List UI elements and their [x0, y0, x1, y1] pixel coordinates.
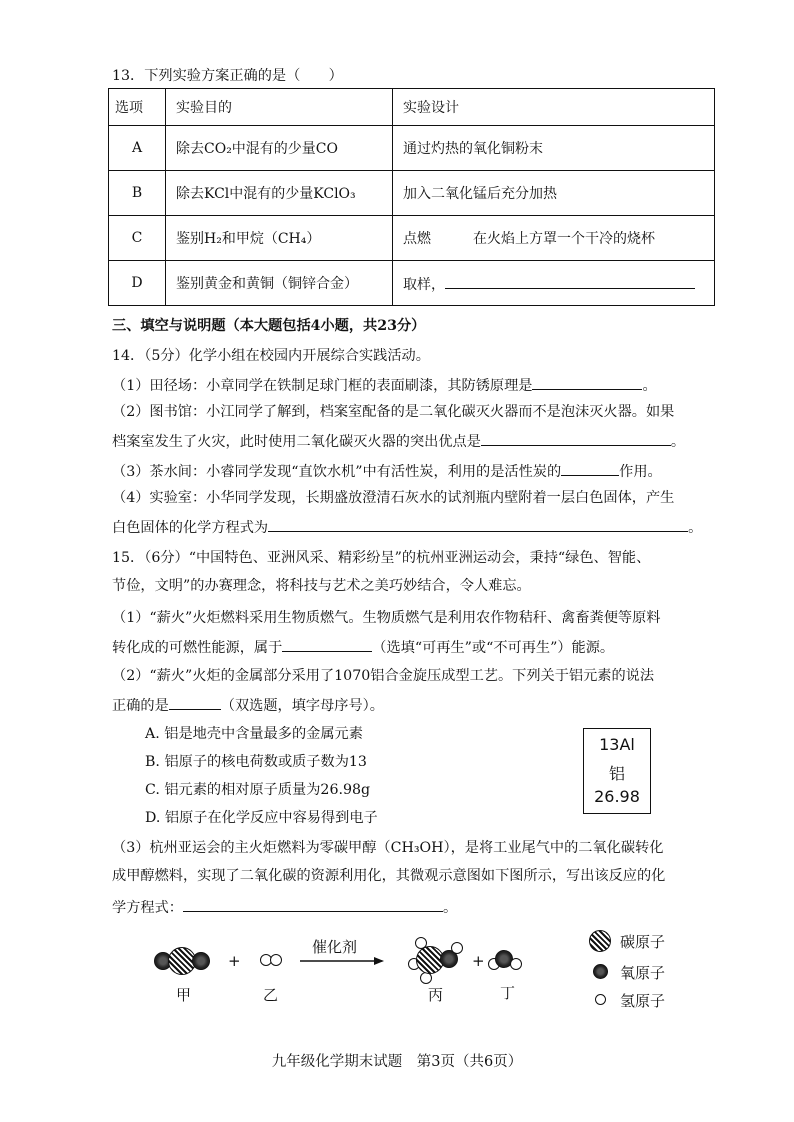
- row-option: A: [109, 126, 166, 171]
- q15-stem-1: 15．（6分）“中国特色、亚洲风采、精彩纷呈”的杭州亚洲运动会，秉持“绿色、智能、: [112, 550, 651, 566]
- element-symbol: Al: [619, 735, 635, 754]
- q14-part3: [112, 460, 662, 482]
- q14-part2b-text: 档案室发生了火灾，此时使用二氧化碳灭火器的突出优点是: [112, 434, 481, 450]
- table-row: [109, 216, 715, 261]
- q15-part1b-text: 转化成的可燃性能源，属于: [112, 640, 283, 656]
- q14-stem: 14．（5分）化学小组在校园内开展综合实践活动。: [112, 348, 430, 364]
- oxygen-atom-legend-icon: [593, 964, 608, 979]
- period: 。: [442, 900, 458, 916]
- q14-part1-text: （1）田径场：小章同学在铁制足球门框的表面刷漆，其防锈原理是: [112, 378, 533, 394]
- row-goal: 除去KCl中混有的少量KClO₃: [166, 171, 393, 216]
- section-heading: 三、填空与说明题（本大题包括4小题，共23分）: [112, 318, 426, 334]
- q14-part3-end: 作用。: [619, 464, 662, 480]
- period: 。: [670, 434, 686, 450]
- row-design: 通过灼热的氧化铜粉末: [393, 126, 715, 171]
- row-option: C: [109, 216, 166, 261]
- q13-stem: 13．下列实验方案正确的是（ ）: [112, 68, 343, 84]
- row-design-cell: [393, 261, 715, 306]
- option-a: A. 铝是地壳中含量最多的金属元素: [145, 726, 363, 742]
- hydrogen-atom: [451, 942, 463, 954]
- plus-sign: +: [472, 952, 485, 970]
- q15-part2b: [112, 694, 384, 716]
- catalyst-label: 催化剂: [312, 938, 358, 956]
- table-row: [109, 261, 715, 306]
- q15-part2c-text: （双选题，填字母序号）。: [220, 698, 384, 714]
- answer-blank[interactable]: [481, 430, 671, 446]
- oxygen-atom: [192, 952, 210, 970]
- answer-blank[interactable]: [169, 694, 221, 710]
- period: 。: [642, 378, 657, 394]
- q14-part3-text: （3）茶水间：小睿同学发现“直饮水机”中有活性炭，利用的是活性炭的: [112, 464, 562, 480]
- plus-sign: +: [228, 952, 241, 970]
- row-option: D: [109, 261, 166, 306]
- row-goal: 除去CO₂中混有的少量CO: [166, 126, 393, 171]
- hydrogen-atom: [510, 958, 522, 970]
- q15-part3b: 成甲醇燃料，实现了二氧化碳的资源利用化，其微观示意图如下图所示，写出该反应的化: [112, 868, 666, 884]
- q15-part3c-text: 学方程式：: [112, 900, 183, 916]
- q15-part1a: （1）“薪火”火炬燃料采用生物质燃气。生物质燃气是利用农作物秸秆、禽畜粪便等原料: [112, 610, 661, 626]
- row-design: 点燃 在火焰上方罩一个干冷的烧杯: [393, 216, 715, 261]
- table-row: [109, 171, 715, 216]
- element-number-symbol: [584, 735, 650, 754]
- q14-part2a: （2）图书馆：小江同学了解到，档案室配备的是二氧化碳灭火器而不是泡沫灭火器。如果: [112, 404, 675, 420]
- reaction-arrow-icon: [300, 956, 384, 966]
- q14-part4a: （4）实验室：小华同学发现，长期盛放澄清石灰水的试剂瓶内壁附着一层白色固体，产生: [112, 490, 675, 506]
- legend-oxygen: 氧原子: [620, 964, 666, 982]
- header-goal: 实验目的: [166, 89, 393, 126]
- element-name: 铝: [608, 764, 625, 783]
- page-footer: 九年级化学期末试题 第3页（共6页）: [271, 1054, 523, 1070]
- row-design: 加入二氧化锰后充分加热: [393, 171, 715, 216]
- option-d: D. 铝原子在化学反应中容易得到电子: [145, 810, 378, 826]
- label-yi: 乙: [263, 986, 279, 1004]
- answer-blank[interactable]: [282, 636, 372, 652]
- atomic-mass: 26.98: [594, 787, 640, 806]
- q15-part2a: （2）“薪火”火炬的金属部分采用了1070铝合金旋压成型工艺。下列关于铝元素的说法: [112, 668, 655, 684]
- answer-blank[interactable]: [445, 273, 695, 289]
- header-option: 选项: [109, 89, 166, 126]
- row-design: 取样，: [403, 276, 445, 293]
- q15-part2b-text: 正确的是: [112, 698, 169, 714]
- legend-carbon: 碳原子: [620, 933, 666, 951]
- q14-part4b: [112, 516, 702, 538]
- period: 。: [688, 520, 703, 536]
- q15-part3c: [112, 896, 457, 918]
- atomic-number: 13: [599, 735, 620, 754]
- option-c: C. 铝元素的相对原子质量为26.98g: [145, 782, 371, 798]
- q15-part1c-text: （选填“可再生”或“不可再生”）能源。: [372, 640, 615, 656]
- q14-part4b-text: 白色固体的化学方程式为: [112, 520, 269, 536]
- label-jia: 甲: [176, 986, 192, 1004]
- q14-part1: [112, 374, 657, 396]
- label-ding: 丁: [500, 984, 516, 1002]
- q15-part1b: [112, 636, 614, 658]
- q15-part3a: （3）杭州亚运会的主火炬燃料为零碳甲醇（CH₃OH），是将工业尾气中的二氧化碳转化: [112, 840, 664, 856]
- q15-stem-2: 节俭，文明”的办赛理念，将科技与艺术之美巧妙结合，令人难忘。: [112, 578, 531, 594]
- carbon-atom-legend-icon: [589, 930, 611, 952]
- table-header-row: [109, 89, 715, 126]
- answer-blank[interactable]: [183, 896, 443, 912]
- legend-hydrogen: 氢原子: [620, 992, 666, 1010]
- row-goal: 鉴别H₂和甲烷（CH₄）: [166, 216, 393, 261]
- row-option: B: [109, 171, 166, 216]
- option-b: B. 铝原子的核电荷数或质子数为13: [145, 754, 367, 770]
- element-card-aluminum: [583, 728, 651, 814]
- answer-blank[interactable]: [268, 516, 688, 532]
- answer-blank[interactable]: [561, 460, 619, 476]
- hydrogen-atom: [270, 954, 282, 966]
- answer-blank[interactable]: [532, 374, 642, 390]
- row-goal: 鉴别黄金和黄铜（铜锌合金）: [166, 261, 393, 306]
- header-design: 实验设计: [393, 89, 715, 126]
- label-bing: 丙: [428, 986, 444, 1004]
- q14-part2b: [112, 430, 685, 452]
- table-row: [109, 126, 715, 171]
- hydrogen-atom-legend-icon: [595, 994, 606, 1005]
- q13-table: [108, 88, 715, 306]
